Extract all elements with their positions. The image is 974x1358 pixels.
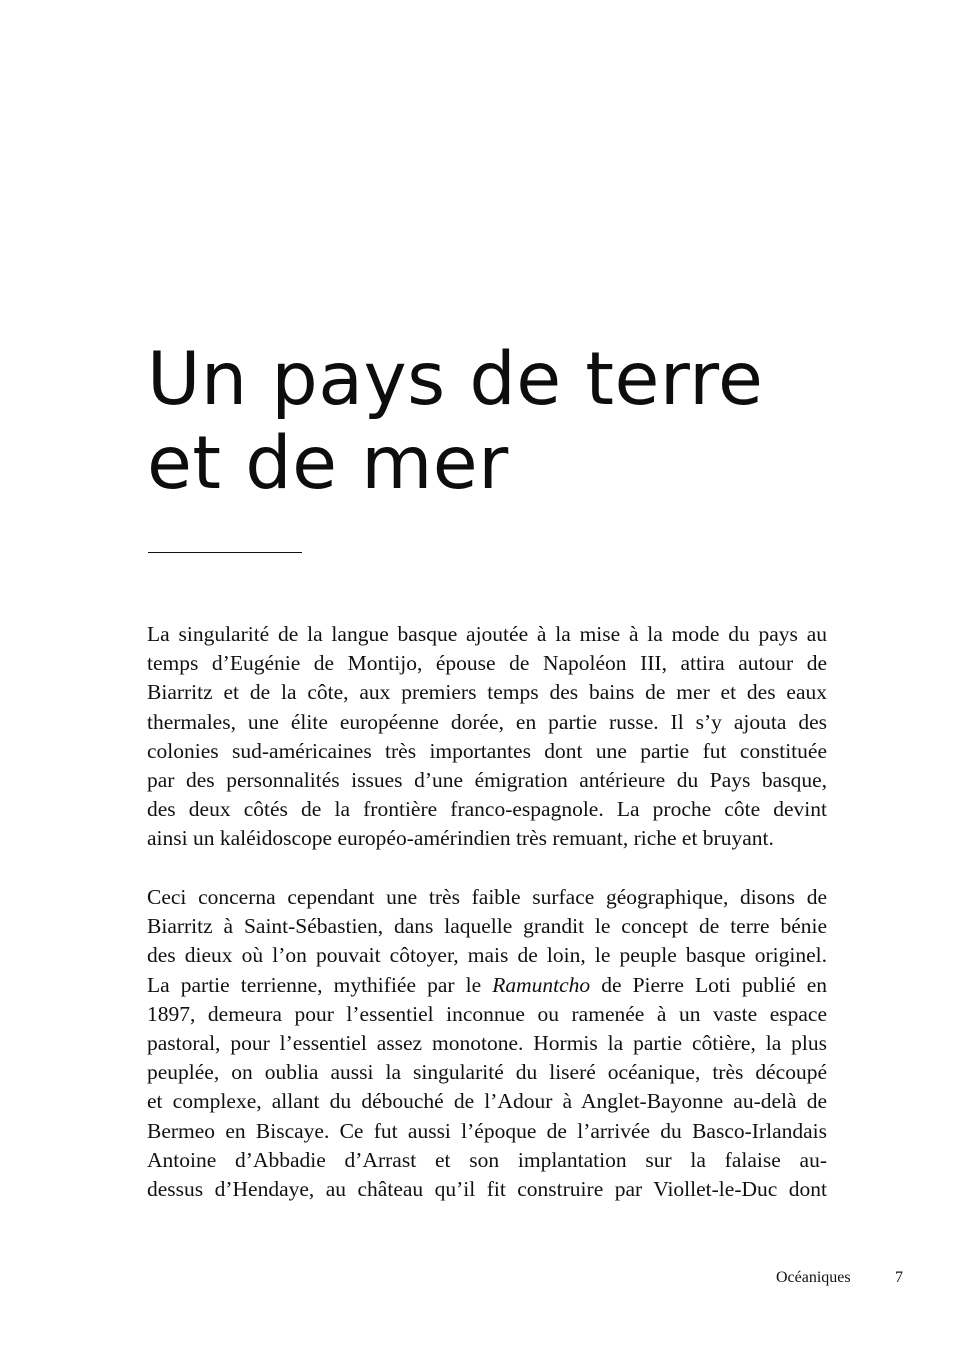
paragraph-1: [147, 620, 827, 854]
book-title-ramuntcho: Ramuntcho: [492, 972, 591, 997]
paragraph-line: Ceci concerna cependant une très faible surface géographique, disons de: [147, 885, 827, 909]
chapter-title: [147, 338, 847, 506]
paragraph-line: peuplée, on oublia aussi la singularité du liseré océanique, très découpé: [147, 1060, 827, 1085]
paragraph-line: Antoine d’Abbadie d’Arrast et son implantation sur la falaise au-: [147, 1147, 827, 1172]
paragraph-line: Biarritz et de la côte, aux premiers temps des bains de mer et des eaux: [147, 680, 827, 705]
paragraph-line: ainsi un kaléidoscope européo-amérindien très remuant, riche et bruyant.: [147, 826, 774, 851]
paragraph-line: des deux côtés de la frontière franco-espagnole. La proche côte devint: [147, 797, 827, 822]
paragraph-line-with-book-title: [147, 971, 827, 1000]
running-footer-title: Océaniques: [776, 1269, 851, 1286]
chapter-title-line: et de mer: [147, 421, 509, 506]
line-text-after: de Pierre Loti publié en: [590, 972, 827, 997]
paragraph-line: par des personnalités issues d’une émigration antérieure du Pays basque,: [147, 768, 827, 793]
paragraph-line: pastoral, pour l’essentiel assez monotone. Hormis la partie côtière, la plus: [147, 1031, 827, 1056]
paragraph-line: La singularité de la langue basque ajoutée à la mise à la mode du pays au: [147, 622, 827, 646]
paragraph-line: dessus d’Hendaye, au château qu’il fit construire par Viollet-le-Duc dont: [147, 1177, 827, 1202]
paragraph-line: temps d’Eugénie de Montijo, épouse de Napoléon III, attira autour de: [147, 651, 827, 676]
chapter-title-line: Un pays de terre: [147, 337, 764, 422]
paragraph-line: des dieux où l’on pouvait côtoyer, mais de loin, le peuple basque originel.: [147, 943, 827, 968]
paragraph-line: Biarritz à Saint-Sébastien, dans laquelle grandit le concept de terre bénie: [147, 914, 827, 939]
paragraph-line: et complexe, allant du débouché de l’Adour à Anglet-Bayonne au-delà de: [147, 1089, 827, 1114]
paragraph-line: colonies sud-américaines très importantes dont une partie fut constituée: [147, 738, 827, 763]
title-underline-rule: [148, 552, 302, 553]
paragraph-line: Bermeo en Biscaye. Ce fut aussi l’époque de l’arrivée du Basco-Irlandais: [147, 1118, 827, 1143]
page-number: 7: [895, 1269, 903, 1286]
paragraph-line: 1897, demeura pour l’essentiel inconnue ou ramenée à un vaste espace: [147, 1001, 827, 1026]
line-text-before: La partie terrienne, mythifiée par le: [147, 972, 493, 997]
paragraph-2: [147, 883, 827, 1204]
paragraph-line: thermales, une élite européenne dorée, en partie russe. Il s’y ajouta des: [147, 709, 827, 734]
